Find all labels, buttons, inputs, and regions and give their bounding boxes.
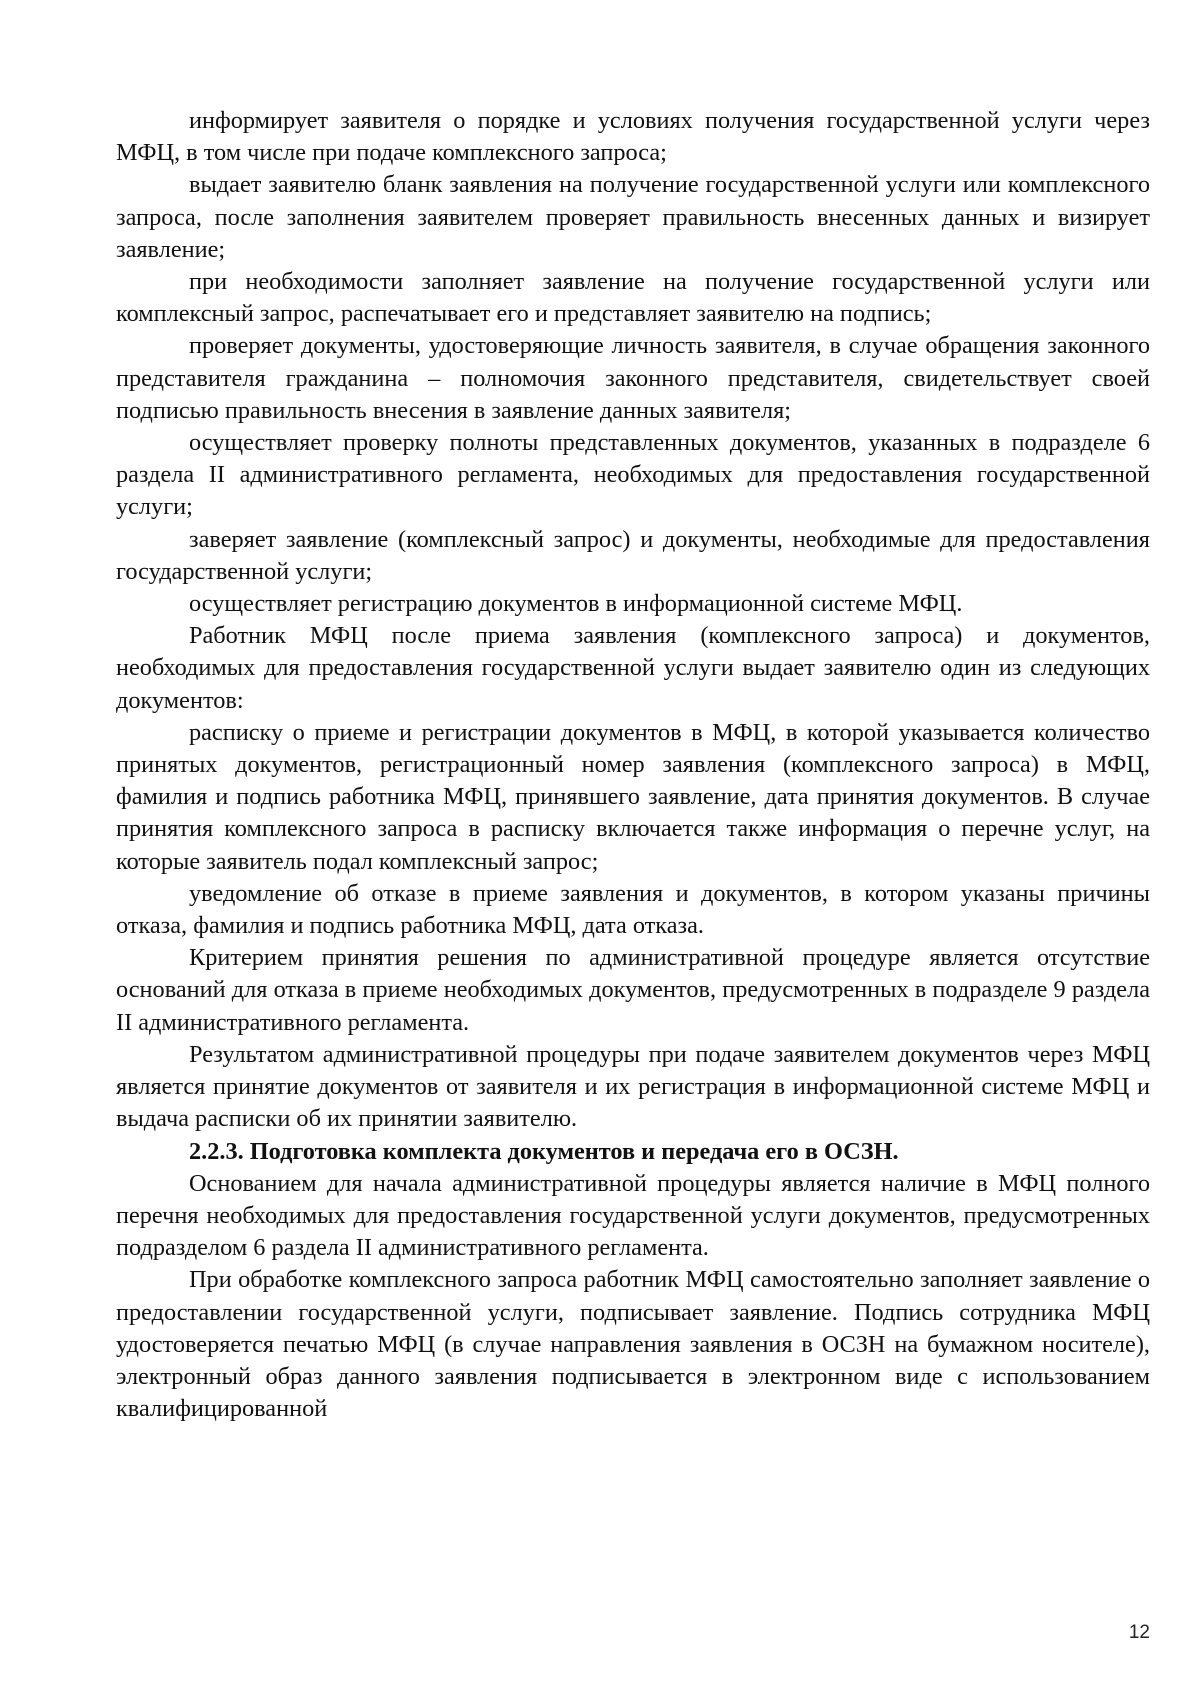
paragraph: Результатом административной процедуры при подаче заявителем документов через МФЦ является принятие документов от заявителя и их регистрация в информационной системе МФЦ и выдача расписки об их принятии заявителю. [116,1040,1150,1133]
paragraph: осуществляет проверку полноты представленных документов, указанных в подразделе 6 раздела II административного регламента, необходимых для предоставления государственной услуги; [116,429,1150,521]
paragraph: информирует заявителя о порядке и условиях получения государственной услуги через МФЦ, в том числе при подаче комплексного запроса; [116,107,1150,167]
paragraph: осуществляет регистрацию документов в информационной системе МФЦ. [189,590,963,618]
paragraph: При обработке комплексного запроса работник МФЦ самостоятельно заполняет заявление о предоставлении государственной услуги, подписывает заявление. Подпись сотрудника МФЦ удостоверяется печатью МФЦ (в случае направления заявления в ОСЗН на бумажном носителе), электронный образ данного заявления подписывается в электронном виде с использованием квалифицированной [116,1266,1150,1423]
document-body [116,105,1150,1425]
paragraph: уведомление об отказе в приеме заявления и документов, в котором указаны причины отказа, фамилия и подпись работника МФЦ, дата отказа. [116,879,1150,940]
paragraph: Работник МФЦ после приема заявления (комплексного запроса) и документов, необходимых для предоставления государственной услуги выдает заявителю один из следующих документов: [116,622,1150,714]
paragraph: проверяет документы, удостоверяющие личность заявителя, в случае обращения законного представителя гражданина – полномочия законного представителя, свидетельствует своей подписью правильность внесения в заявление данных заявителя; [116,332,1150,424]
paragraph: при необходимости заполняет заявление на получение государственной услуги или комплексный запрос, распечатывает его и представляет заявителю на подпись; [116,268,1150,328]
paragraph: расписку о приеме и регистрации документов в МФЦ, в которой указывается количество принятых документов, регистрационный номер заявления (комплексного запроса) в МФЦ, фамилия и подпись работника МФЦ, принявшего заявление, дата принятия документов. В случае принятия комплексного запроса в расписку включается также информация о перечне услуг, на которые заявитель подал комплексный запрос; [116,718,1150,875]
paragraph: заверяет заявление (комплексный запрос) и документы, необходимые для предоставления государственной услуги; [116,525,1150,585]
page-number: 12 [1128,1622,1150,1643]
paragraph: Основанием для начала административной процедуры является наличие в МФЦ полного перечня необходимых для предоставления государственной услуги документов, предусмотренных подразделом 6 раздела II административного регламента. [116,1169,1150,1262]
paragraph: Критерием принятия решения по административной процедуре является отсутствие оснований для отказа в приеме необходимых документов, предусмотренных в подразделе 9 раздела II административного регламента. [116,944,1150,1036]
section-heading: 2.2.3. Подготовка комплекта документов и передача его в ОСЗН. [189,1137,899,1165]
paragraph: выдает заявителю бланк заявления на получение государственной услуги или комплексного запроса, после заполнения заявителем проверяет правильность внесенных данных и визирует заявление; [116,171,1150,263]
